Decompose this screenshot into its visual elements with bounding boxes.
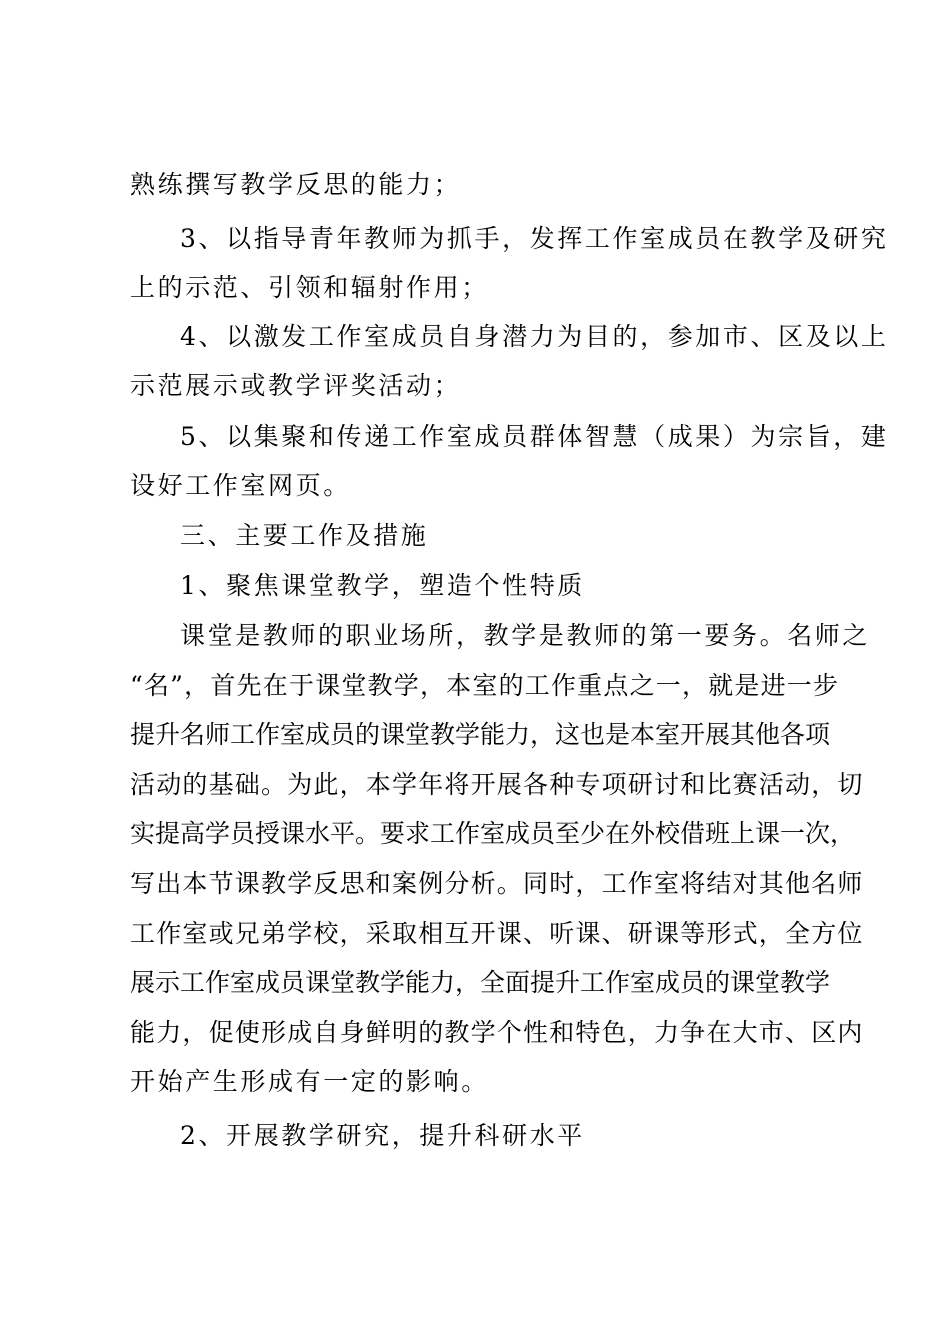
text-line: 展示工作室成员课堂教学能力，全面提升工作室成员的课堂教学 (130, 968, 831, 997)
text-line: 工作室或兄弟学校，采取相互开课、听课、研课等形式，全方位 (130, 919, 864, 948)
text-line: 课堂是教师的职业场所，教学是教师的第一要务。名师之 (180, 621, 871, 650)
text-line: 示范展示或教学评奖活动； (130, 371, 462, 400)
subsection-heading: 1、聚焦课堂教学，塑造个性特质 (180, 571, 585, 600)
text-line: “名”，首先在于课堂教学，本室的工作重点之一，就是进一步 (130, 671, 840, 700)
text-line: 5、以集聚和传递工作室成员群体智慧（成果）为宗旨，建 (180, 422, 889, 451)
text-line: 4、以激发工作室成员自身潜力为目的，参加市、区及以上 (180, 322, 889, 351)
text-line: 开始产生形成有一定的影响。 (130, 1067, 489, 1096)
text-line: 3、以指导青年教师为抓手，发挥工作室成员在教学及研究 (180, 224, 889, 253)
text-line: 提升名师工作室成员的课堂教学能力，这也是本室开展其他各项 (130, 720, 831, 749)
text-line: 实提高学员授课水平。要求工作室成员至少在外校借班上课一次， (130, 819, 856, 848)
text-line: 能力，促使形成自身鲜明的教学个性和特色，力争在大市、区内 (130, 1018, 864, 1047)
subsection-heading: 2、开展教学研究，提升科研水平 (180, 1121, 585, 1150)
text-line: 活动的基础。为此，本学年将开展各种专项研讨和比赛活动，切 (130, 770, 864, 799)
text-line: 熟练撰写教学反思的能力； (130, 170, 462, 199)
text-line: 设好工作室网页。 (130, 471, 351, 500)
text-line: 写出本节课教学反思和案例分析。同时，工作室将结对其他名师 (130, 869, 864, 898)
text-line: 上的示范、引领和辐射作用； (130, 273, 489, 302)
section-heading: 三、主要工作及措施 (180, 521, 429, 550)
